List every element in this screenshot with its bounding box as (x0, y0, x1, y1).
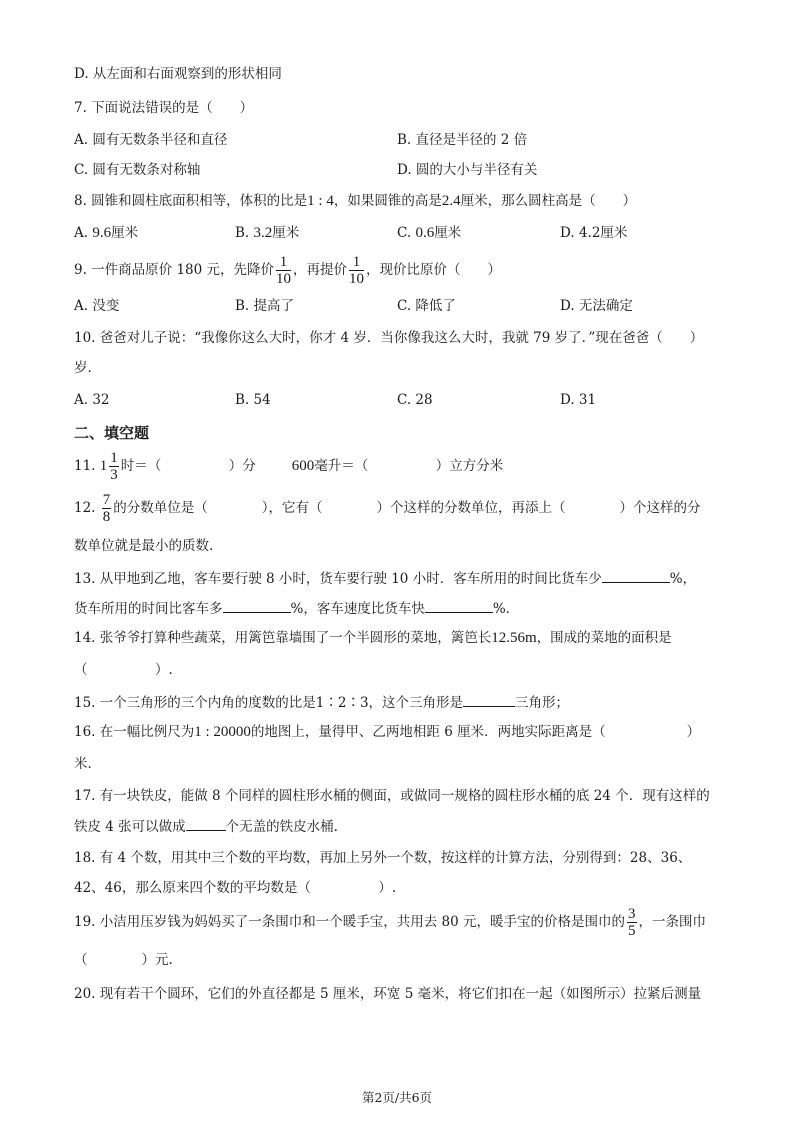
q8b-unit: 厘米 (272, 225, 300, 241)
q8d-prefix: D. (560, 225, 579, 241)
q9-text-post: ，现价比原价（ ） (366, 262, 502, 278)
q8d-value: 4.2 (578, 225, 601, 241)
q11-whole: 1 (99, 458, 108, 474)
q15-text-2: 三角形； (515, 695, 570, 711)
answer-blank[interactable] (186, 816, 226, 831)
q16-text-2: 的地图上，量得甲、乙两地相距 6 厘米．两地实际距离是（ ） (250, 724, 701, 740)
q8-option-c (397, 223, 461, 243)
q9-option-c: C. 降低了 (397, 298, 456, 314)
q8-text-post: 厘米，那么圆柱高是（ ） (460, 193, 637, 209)
q8-option-d (560, 223, 627, 243)
q14-text-1: 14. 张爷爷打算种些蔬菜，用篱笆靠墙围了一个半圆形的菜地，篱笆长 (74, 630, 492, 646)
q15-text-1: 15. 一个三角形的三个内角的度数的比是1∶2∶3，这个三角形是 (74, 695, 464, 711)
q14-length: 12.56m (491, 630, 537, 646)
answer-blank[interactable] (425, 598, 493, 613)
fraction-1-10 (276, 254, 291, 287)
frac-denominator: 3 (110, 467, 118, 483)
q19-text-2: ，一条围巾 (638, 914, 707, 930)
frac-numerator: 1 (349, 254, 364, 271)
q7-option-a: A. 圆有无数条半径和直径 (74, 132, 228, 148)
q8a-unit: 厘米 (111, 225, 139, 241)
q9-text-pre: 9. 一件商品原价 180 元，先降价 (74, 262, 275, 278)
question-11 (74, 448, 503, 484)
q16-scale: 1 : 20000 (194, 724, 251, 740)
q16-text-1: 16. 在一幅比例尺为 (74, 724, 195, 740)
q11-number: 11. (74, 458, 100, 474)
question-10-line-2: 岁. (74, 360, 92, 376)
q8a-value: 9.6 (92, 225, 112, 241)
q9-option-b: B. 提高了 (235, 298, 295, 314)
q8c-prefix: C. (397, 225, 416, 241)
question-9 (74, 252, 501, 288)
question-20-line-1: 20. 现有若干个圆环，它们的外直径都是 5 厘米，环宽 5 毫米，将它们扣在一起（如图所示）拉紧后测量 (74, 986, 702, 1002)
q11-value: 600 (291, 458, 315, 474)
q13-text-1: 13. 从甲地到乙地，客车要行驶 8 小时，货车要行驶 10 小时．客车所用的时间比货车少 (74, 571, 602, 587)
question-12-line-1 (74, 490, 701, 526)
frac-numerator: 1 (110, 450, 118, 466)
page-footer: 第2页/共6页 (361, 1090, 433, 1105)
answer-blank[interactable] (463, 692, 515, 707)
question-17-line-1: 17. 有一块铁皮，能做 8 个同样的圆柱形水桶的侧面，或做同一规格的圆柱形水桶的底 24 个．现有这样的 (74, 788, 710, 804)
q7-option-d: D. 圆的大小与半径有关 (397, 162, 538, 178)
question-19-line-1 (74, 904, 706, 940)
frac-denominator: 8 (102, 509, 111, 525)
q9-option-d: D. 无法确定 (560, 298, 633, 314)
q17-text-1: 铁皮 4 张可以做成 (74, 819, 186, 835)
question-19-line-2: （ ）元. (74, 952, 173, 968)
section-heading-fill-in: 二、填空题 (74, 424, 150, 442)
frac-numerator: 3 (628, 906, 636, 922)
question-18-line-2: 42、46，那么原来四个数的平均数是（ ）. (74, 880, 397, 896)
answer-blank[interactable] (602, 568, 670, 583)
q8b-value: 3.2 (253, 225, 273, 241)
q11-text-2: 毫升＝（ ）立方分米 (314, 458, 504, 474)
question-16-line-1 (74, 722, 700, 742)
answer-blank[interactable] (223, 598, 291, 613)
q8-ratio: 1 : 4 (307, 193, 334, 209)
question-10-line-1: 10. 爸爸对儿子说：“我像你这么大时，你才 4 岁．当你像我这么大时，我就 79 岁了．”现在爸爸（ ） (74, 330, 704, 346)
fraction-1-3 (109, 450, 119, 483)
question-16-line-2: 米. (74, 756, 92, 772)
q8-text-pre: 8. 圆锥和圆柱底面积相等，体积的比是 (74, 193, 308, 209)
fraction-3-5 (627, 906, 637, 939)
q8a-prefix: A. (74, 225, 93, 241)
q10-option-a: A. 32 (74, 392, 110, 408)
q12-text: 的分数单位是（ ），它有（ ）个这样的分数单位，再添上（ ）个这样的分 (113, 500, 701, 516)
q13-text-3: 货车所用的时间比客车多 (74, 601, 223, 617)
q10-option-b: B. 54 (235, 392, 271, 408)
q8d-unit: 厘米 (600, 225, 628, 241)
question-18-line-1: 18. 有 4 个数，用其中三个数的平均数，再加上另外一个数，按这样的计算方法，分别得到：28、36、 (74, 850, 692, 866)
q10-option-c: C. 28 (397, 392, 433, 408)
question-14-line-2: （ ）. (74, 662, 173, 678)
q11-text-1: 时＝（ ）分 (120, 458, 256, 474)
q14-text-2: ，围成的菜地的面积是 (536, 630, 672, 646)
q7-option-c: C. 圆有无数条对称轴 (74, 162, 201, 178)
q9-text-mid: ，再提价 (293, 262, 348, 278)
fraction-7-8 (102, 492, 112, 525)
frac-denominator: 10 (349, 271, 365, 287)
option-d-q6: D. 从左面和右面观察到的形状相同 (74, 66, 282, 82)
q7-option-b: B. 直径是半径的 2 倍 (397, 132, 528, 148)
q9-option-a: A. 没变 (74, 298, 120, 314)
frac-numerator: 7 (102, 492, 111, 508)
q13-text-5: %． (492, 601, 520, 617)
question-12-line-2: 数单位就是最小的质数. (74, 538, 214, 554)
question-13-line-1 (74, 568, 696, 589)
q17-text-2: 个无盖的铁皮水桶. (225, 819, 338, 835)
q8-option-a (74, 223, 138, 243)
q8-text-mid: ，如果圆锥的高是 (333, 193, 442, 209)
frac-denominator: 10 (276, 271, 292, 287)
q19-text-1: 19. 小洁用压岁钱为妈妈买了一条围巾和一个暖手宝，共用去 80 元，暖手宝的价格是围巾的 (74, 914, 626, 930)
frac-denominator: 5 (628, 923, 636, 939)
q13-text-2: %， (669, 571, 697, 587)
question-14-line-1 (74, 628, 672, 648)
q12-number: 12. (74, 500, 100, 516)
question-13-line-2 (74, 598, 519, 619)
q8b-prefix: B. (235, 225, 254, 241)
question-8 (74, 191, 636, 211)
q13-text-4: %，客车速度比货车快 (290, 601, 425, 617)
q10-option-d: D. 31 (560, 392, 597, 408)
q8c-unit: 厘米 (434, 225, 462, 241)
q8c-value: 0.6 (415, 225, 435, 241)
q8-option-b (235, 223, 299, 243)
fraction-1-10-b (349, 254, 364, 287)
frac-numerator: 1 (276, 254, 291, 271)
question-17-line-2 (74, 816, 338, 837)
q8-height: 2.4 (441, 193, 461, 209)
question-15 (74, 692, 569, 713)
question-7: 7. 下面说法错误的是（ ） (74, 100, 254, 116)
